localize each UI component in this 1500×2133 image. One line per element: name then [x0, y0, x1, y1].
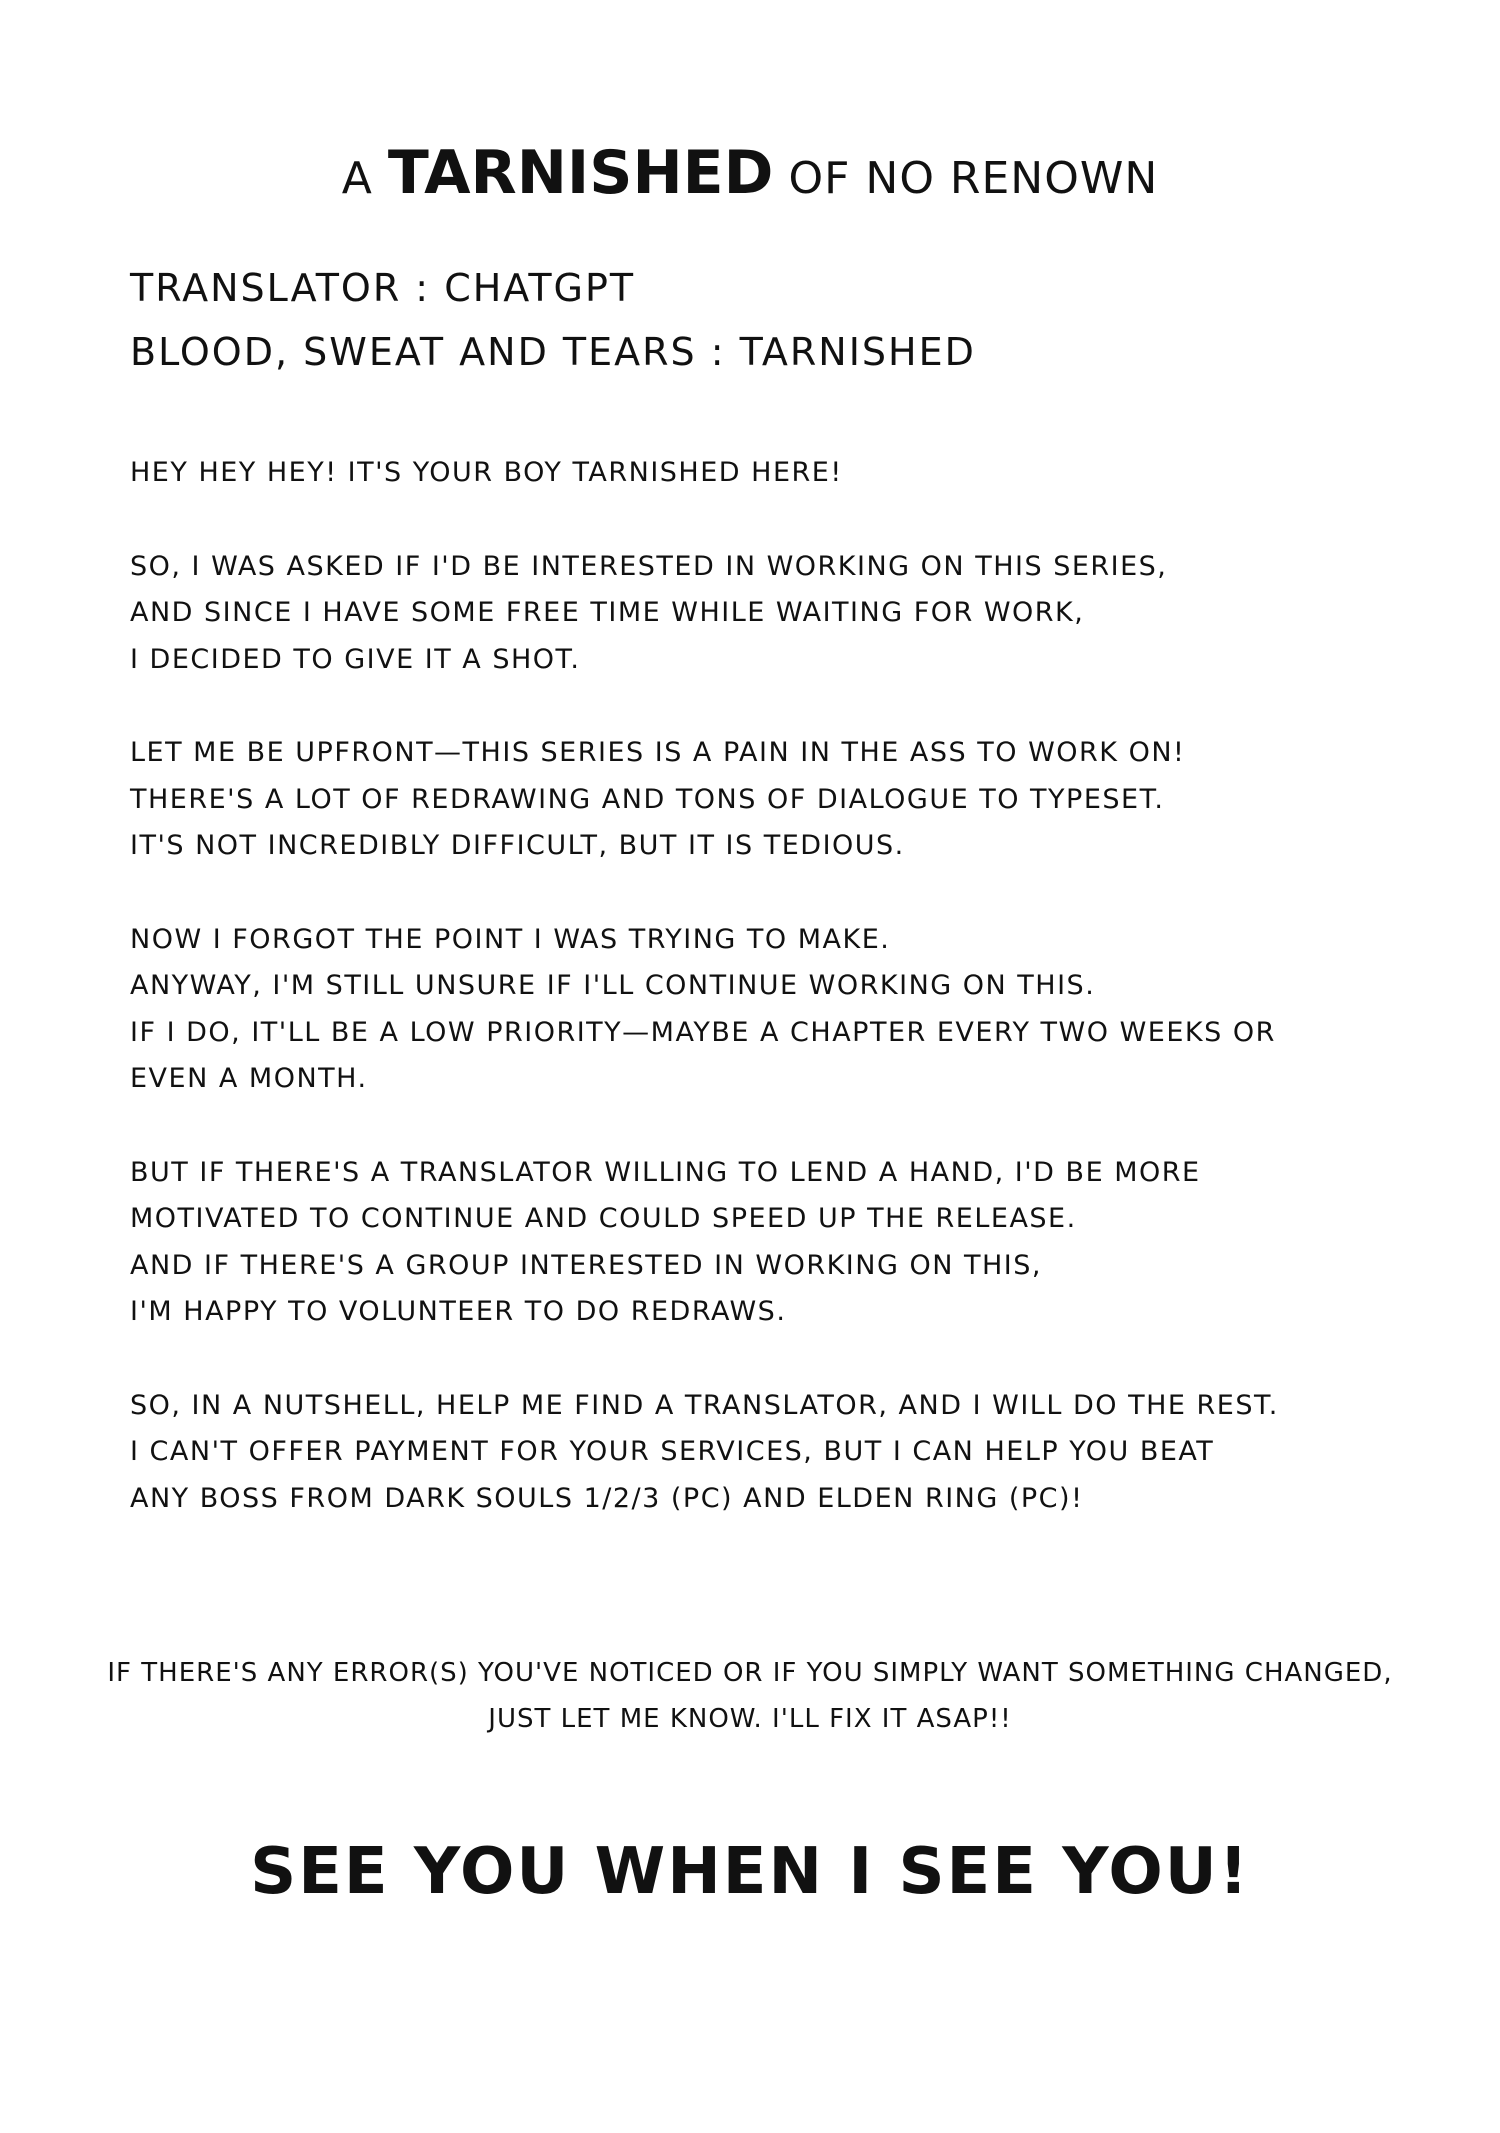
paragraph-translator-request — [130, 1150, 1410, 1336]
text-line: ANY BOSS FROM DARK SOULS 1/2/3 (PC) AND ELDEN RING (PC)! — [130, 1482, 1084, 1514]
message-body — [130, 450, 1410, 1569]
notice-line: JUST LET ME KNOW. I'LL FIX IT ASAP!! — [488, 1704, 1012, 1734]
text-line: IF I DO, IT'LL BE A LOW PRIORITY—MAYBE A CHAPTER EVERY TWO WEEKS OR — [130, 1016, 1276, 1048]
text-line: LET ME BE UPFRONT—THIS SERIES IS A PAIN IN THE ASS TO WORK ON! — [130, 737, 1186, 768]
text-line: IT'S NOT INCREDIBLY DIFFICULT, BUT IT IS TEDIOUS. — [130, 830, 905, 861]
text-line: BUT IF THERE'S A TRANSLATOR WILLING TO LEND A HAND, I'D BE MORE — [130, 1156, 1201, 1188]
text-line: NOW I FORGOT THE POINT I WAS TRYING TO MAKE. — [130, 923, 891, 955]
credit-editor: BLOOD, SWEAT AND TEARS : TARNISHED — [130, 330, 976, 374]
text-line: MOTIVATED TO CONTINUE AND COULD SPEED UP THE RELEASE. — [130, 1203, 1077, 1234]
text-line: EVEN A MONTH. — [130, 1063, 368, 1094]
paragraph-greeting — [130, 450, 1410, 497]
text-line: I CAN'T OFFER PAYMENT FOR YOUR SERVICES, BUT I CAN HELP YOU BEAT — [130, 1436, 1215, 1467]
credits-block — [130, 256, 976, 384]
text-line: THERE'S A LOT OF REDRAWING AND TONS OF DIALOGUE TO TYPESET. — [130, 783, 1165, 815]
text-line: AND SINCE I HAVE SOME FREE TIME WHILE WAITING FOR WORK, — [130, 597, 1085, 628]
text-line: I'M HAPPY TO VOLUNTEER TO DO REDRAWS. — [130, 1296, 787, 1327]
text-line: I DECIDED TO GIVE IT A SHOT. — [130, 643, 581, 675]
title-suffix: OF NO RENOWN — [773, 153, 1159, 204]
credit-translator: TRANSLATOR : CHATGPT — [130, 266, 636, 310]
closing-line: SEE YOU WHEN I SEE YOU! — [250, 1835, 1250, 1909]
paragraph-summary — [130, 1383, 1410, 1523]
paragraph-priority — [130, 917, 1410, 1103]
error-notice — [0, 1650, 1500, 1742]
paragraph-upfront — [130, 730, 1410, 870]
text-line: HEY HEY HEY! IT'S YOUR BOY TARNISHED HERE! — [130, 457, 843, 488]
page-title — [0, 138, 1500, 208]
title-prefix: A — [341, 153, 388, 204]
title-highlight: TARNISHED — [387, 138, 774, 208]
text-line: ANYWAY, I'M STILL UNSURE IF I'LL CONTINUE WORKING ON THIS. — [130, 970, 1096, 1001]
notice-line: IF THERE'S ANY ERROR(S) YOU'VE NOTICED OR IF YOU SIMPLY WANT SOMETHING CHANGED, — [107, 1658, 1393, 1688]
text-line: SO, IN A NUTSHELL, HELP ME FIND A TRANSLATOR, AND I WILL DO THE REST. — [130, 1389, 1279, 1421]
text-line: AND IF THERE'S A GROUP INTERESTED IN WORKING ON THIS, — [130, 1249, 1042, 1281]
text-line: SO, I WAS ASKED IF I'D BE INTERESTED IN WORKING ON THIS SERIES, — [130, 550, 1168, 582]
paragraph-intro — [130, 544, 1410, 684]
